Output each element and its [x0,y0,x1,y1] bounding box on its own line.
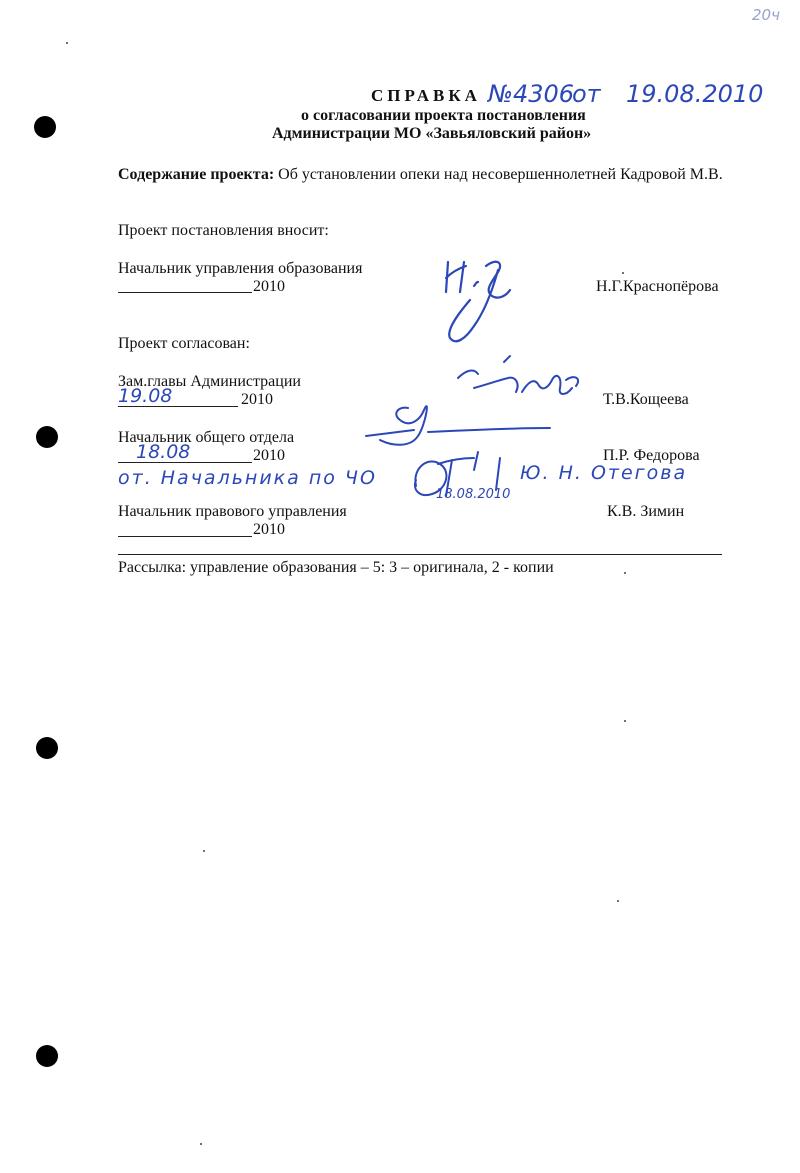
signature-krasnoperova [446,262,510,341]
corner-note: 20ч [752,6,780,24]
approver-name: Т.В.Кощеева [603,391,689,408]
acting-signer: Ю. Н. Отегова [520,462,688,484]
acting-sign-date: 18.08.2010 [436,487,511,502]
document-number: №4306 [488,80,575,108]
acting-note: от. Начальника по ЧО [118,467,377,489]
submitted-heading: Проект постановления вносит: [118,222,329,239]
title-organization: Администрации МО «Завьяловский район» [272,125,592,142]
document-date: 19.08.2010 [626,80,764,108]
approver-year: 2010 [253,521,285,538]
approver-year: 2010 [253,447,285,464]
agreed-heading: Проект согласован: [118,335,250,352]
signature-acting-head [415,452,500,496]
signature-fedorova [366,406,550,445]
submitter-year: 2010 [253,278,285,295]
document-title: СПРАВКА [371,86,481,105]
project-content-text: Об установлении опеки над несовершеннолетней Кадровой М.В. [278,166,723,183]
submitter-position: Начальник управления образования [118,260,363,277]
distribution-list: Рассылка: управление образования – 5: 3 – оригинала, 2 - копии [118,559,554,576]
submitter-name: Н.Г.Краснопёрова [596,278,719,295]
approver-position: Начальник правового управления [118,503,347,520]
project-content-label: Содержание проекта: [118,166,275,183]
approver-name: К.В. Зимин [607,503,685,520]
approver-name: П.Р. Федорова [603,447,700,464]
approver-year: 2010 [241,391,273,408]
signature-koshcheeva [458,356,578,394]
approver-position: Зам.главы Администрации [118,373,301,390]
title-subline: о согласовании проекта постановления [301,107,586,124]
approver-handwritten-date: 19.08 [118,385,173,407]
approver-position: Начальник общего отдела [118,429,295,446]
approver-handwritten-date: 18.08 [136,441,191,463]
document-date-prefix: от [572,80,601,108]
